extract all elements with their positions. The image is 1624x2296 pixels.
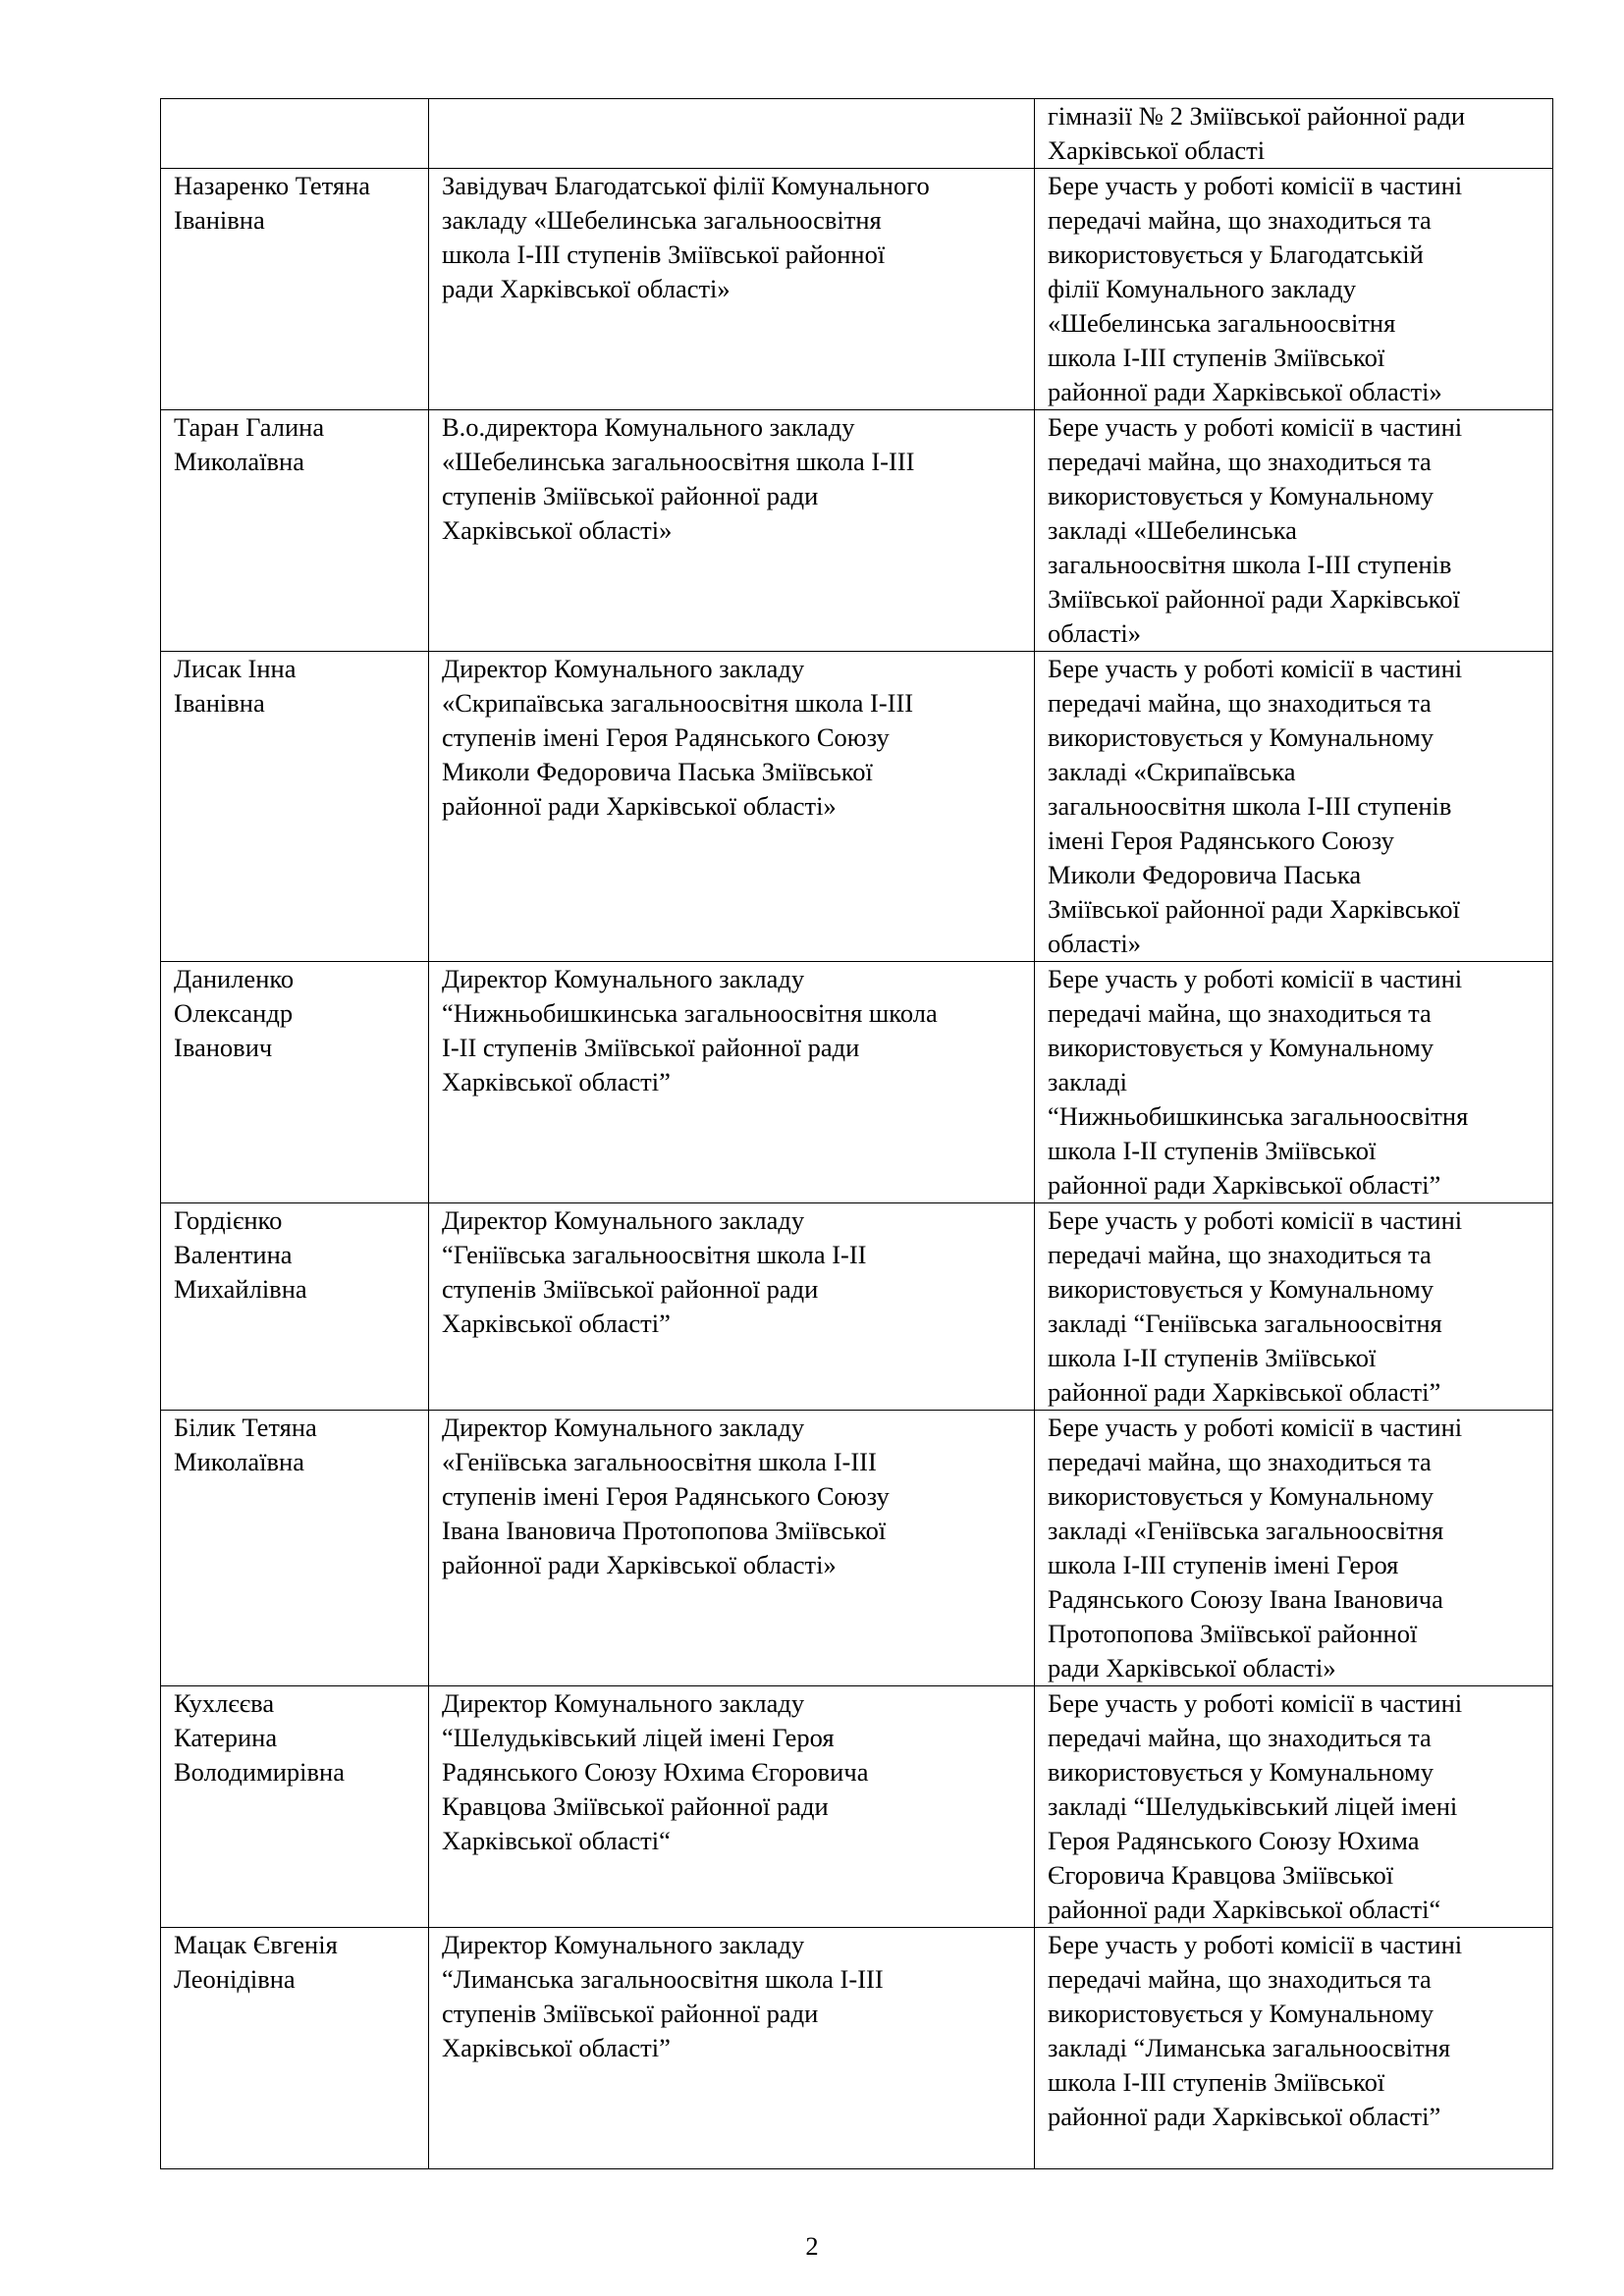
member-position: Директор Комунального закладу “Нижньобишкинська загальноосвітня школа І-ІІ ступенів Зміївської районної ради Харківської області” [429,962,1035,1203]
member-position: Завідувач Благодатської філії Комунального закладу «Шебелинська загальноосвітня школа І-ІІІ ступенів Зміївської районної ради Харківської області» [429,169,1035,410]
member-role: гімназії № 2 Зміївської районної ради Харківської області [1035,99,1553,169]
member-role: Бере участь у роботі комісії в частині передачі майна, що знаходиться та використовується у Благодатській філії Комунального закладу «Шебелинська загальноосвітня школа І-ІІІ ступенів Зміївської районної ради Харківської області» [1035,169,1553,410]
member-role: Бере участь у роботі комісії в частині передачі майна, що знаходиться та використовується у Комунальному закладі «Скрипаївська загальноосвітня школа І-ІІІ ступенів імені Героя Радянського Союзу Миколи Федоровича Паська Зміївської районної ради Харківської області» [1035,652,1553,962]
member-name: Назаренко Тетяна Іванівна [161,169,429,410]
member-name: Таран Галина Миколаївна [161,410,429,652]
member-role: Бере участь у роботі комісії в частині передачі майна, що знаходиться та використовується у Комунальному закладі “Нижньобишкинська загальноосвітня школа І-ІІ ступенів Зміївської районної ради Харківської області” [1035,962,1553,1203]
member-role: Бере участь у роботі комісії в частині передачі майна, що знаходиться та використовується у Комунальному закладі «Геніївська загальноосвітня школа І-ІІІ ступенів імені Героя Радянського Союзу Івана Івановича Протопопова Зміївської районної ради Харківської області» [1035,1411,1553,1686]
member-position: Директор Комунального закладу “Шелудьківський ліцей імені Героя Радянського Союзу Юхима Єгоровича Кравцова Зміївської районної ради Харківської області“ [429,1686,1035,1928]
member-name: Лисак Інна Іванівна [161,652,429,962]
table-row [161,962,1553,1203]
member-position: В.о.директора Комунального закладу «Шебелинська загальноосвітня школа І-ІІІ ступенів Зміївської районної ради Харківської області» [429,410,1035,652]
member-role: Бере участь у роботі комісії в частині передачі майна, що знаходиться та використовується у Комунальному закладі “Геніївська загальноосвітня школа І-ІІ ступенів Зміївської районної ради Харківської області” [1035,1203,1553,1411]
table-row [161,169,1553,410]
member-role: Бере участь у роботі комісії в частині передачі майна, що знаходиться та використовується у Комунальному закладі “Шелудьківський ліцей імені Героя Радянського Союзу Юхима Єгоровича Кравцова Зміївської районної ради Харківської області“ [1035,1686,1553,1928]
page-number: 2 [805,2231,819,2261]
table-row [161,652,1553,962]
member-name: Даниленко Олександр Іванович [161,962,429,1203]
member-position: Директор Комунального закладу “Лиманська загальноосвітня школа І-ІІІ ступенів Зміївської районної ради Харківської області” [429,1928,1035,2169]
table-row [161,410,1553,652]
table-row [161,1928,1553,2169]
member-name: Білик Тетяна Миколаївна [161,1411,429,1686]
member-role: Бере участь у роботі комісії в частині передачі майна, що знаходиться та використовується у Комунальному закладі “Лиманська загальноосвітня школа І-ІІІ ступенів Зміївської районної ради Харківської області” [1035,1928,1553,2169]
member-role: Бере участь у роботі комісії в частині передачі майна, що знаходиться та використовується у Комунальному закладі «Шебелинська загальноосвітня школа І-ІІІ ступенів Зміївської районної ради Харківської області» [1035,410,1553,652]
member-position: Директор Комунального закладу “Геніївська загальноосвітня школа І-ІІ ступенів Зміївської районної ради Харківської області” [429,1203,1035,1411]
member-name [161,99,429,169]
table-row [161,1203,1553,1411]
member-position: Директор Комунального закладу «Геніївська загальноосвітня школа І-ІІІ ступенів імені Героя Радянського Союзу Івана Івановича Протопопова Зміївської районної ради Харківської області» [429,1411,1035,1686]
member-position [429,99,1035,169]
table-row [161,1411,1553,1686]
member-name: Мацак Євгенія Леонідівна [161,1928,429,2169]
table-row [161,1686,1553,1928]
member-name: Гордієнко Валентина Михайлівна [161,1203,429,1411]
member-position: Директор Комунального закладу «Скрипаївська загальноосвітня школа І-ІІІ ступенів імені Героя Радянського Союзу Миколи Федоровича Паська Зміївської районної ради Харківської області» [429,652,1035,962]
commission-table [160,98,1553,2169]
table-row [161,99,1553,169]
member-name: Кухлєєва Катерина Володимирівна [161,1686,429,1928]
